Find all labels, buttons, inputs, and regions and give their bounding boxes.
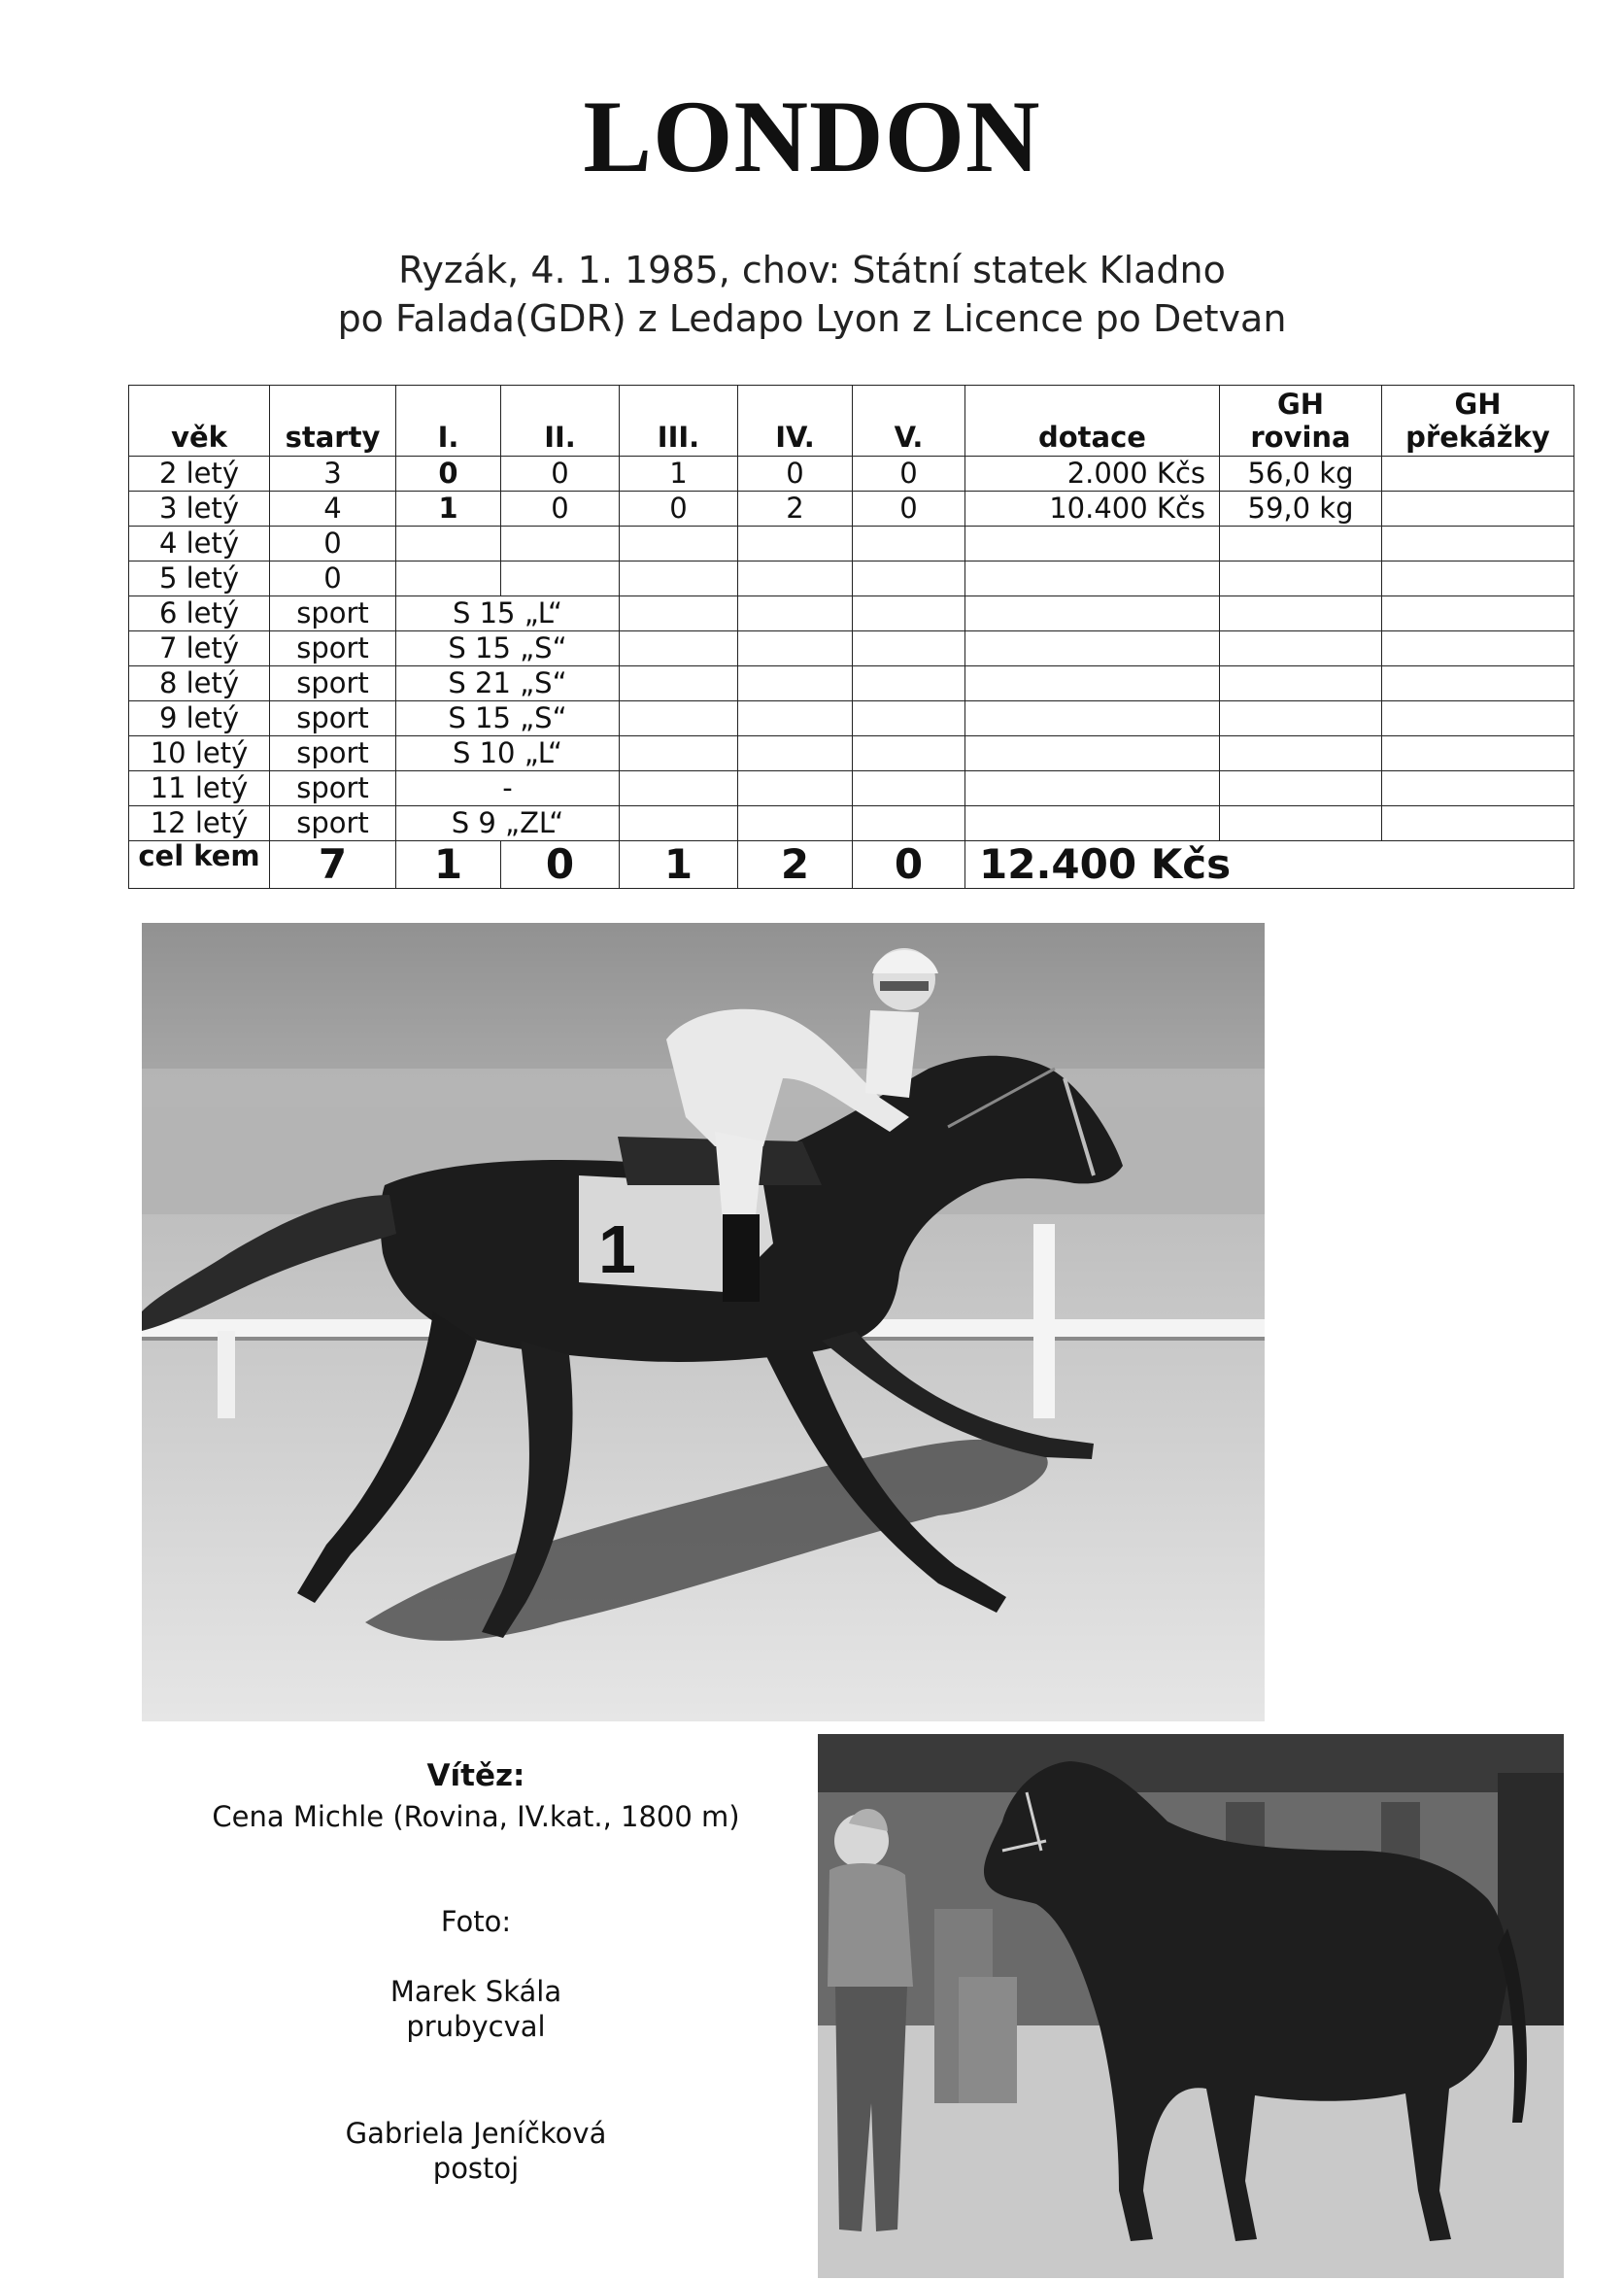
horse-description: Ryzák, 4. 1. 1985, chov: Státní statek Kladno [398, 249, 1226, 291]
total-third: 1 [620, 841, 738, 889]
cell-fifth: 0 [853, 492, 965, 527]
winner-race: Cena Michle (Rovina, IV.kat., 1800 m) [212, 1800, 740, 1833]
table-row [129, 561, 1574, 596]
table-row [129, 666, 1574, 701]
total-second: 0 [501, 841, 620, 889]
cell-prize: 10.400 Kčs [965, 492, 1220, 527]
racing-photo [142, 923, 1265, 1721]
table-row [129, 806, 1574, 841]
cell-second: 0 [501, 457, 620, 492]
cell-sport-result: S 10 „L“ [396, 736, 620, 771]
table-row [129, 527, 1574, 561]
cell-age: 7 letý [129, 631, 270, 666]
cell-fourth: 0 [738, 457, 853, 492]
col-header-prize: dotace [965, 386, 1220, 457]
table-row [129, 457, 1574, 492]
table-total-row [129, 841, 1574, 889]
col-header-first: I. [396, 386, 501, 457]
cell-starts: sport [270, 701, 396, 736]
racing-horse-image [142, 923, 1265, 1721]
total-first: 1 [396, 841, 501, 889]
cell-first: 1 [396, 492, 501, 527]
cell-sport-result: S 15 „S“ [396, 631, 620, 666]
cell-starts: 0 [270, 527, 396, 561]
cell-third: 1 [620, 457, 738, 492]
table-row [129, 596, 1574, 631]
col-header-second: II. [501, 386, 620, 457]
horse-pedigree: po Falada(GDR) z Ledapo Lyon z Licence po Detvan [337, 297, 1287, 340]
table-row [129, 631, 1574, 666]
cell-starts: sport [270, 666, 396, 701]
cell-age: 10 letý [129, 736, 270, 771]
photographer-2-role: postoj [432, 2152, 520, 2185]
page-title: LONDON [583, 80, 1041, 193]
photographer-1-role: prubycval [406, 2010, 546, 2043]
total-starts: 7 [270, 841, 396, 889]
total-fourth: 2 [738, 841, 853, 889]
cell-first: 0 [396, 457, 501, 492]
cell-starts: sport [270, 806, 396, 841]
cell-sport-result: - [396, 771, 620, 806]
standing-photo [818, 1734, 1564, 2278]
table-header-row [129, 386, 1574, 457]
cell-age: 11 letý [129, 771, 270, 806]
cell-fifth: 0 [853, 457, 965, 492]
col-header-fifth: V. [853, 386, 965, 457]
cell-starts: sport [270, 596, 396, 631]
photographer-1: Marek Skála [389, 1975, 562, 2008]
cell-sport-result: S 15 „S“ [396, 701, 620, 736]
cell-fourth: 2 [738, 492, 853, 527]
col-header-starts: starty [270, 386, 396, 457]
cell-sport-result: S 21 „S“ [396, 666, 620, 701]
cell-sport-result: S 15 „L“ [396, 596, 620, 631]
cell-age: 6 letý [129, 596, 270, 631]
table-row [129, 771, 1574, 806]
cell-age: 8 letý [129, 666, 270, 701]
cell-starts: 0 [270, 561, 396, 596]
race-record-table [128, 385, 1574, 889]
cell-third: 0 [620, 492, 738, 527]
cell-gh-hurdle [1382, 457, 1574, 492]
cell-starts: 3 [270, 457, 396, 492]
cell-gh-flat: 59,0 kg [1220, 492, 1382, 527]
col-header-gh-flat: GH rovina [1220, 386, 1382, 457]
total-label: cel kem [129, 841, 270, 889]
col-header-fourth: IV. [738, 386, 853, 457]
table-row [129, 492, 1574, 527]
cell-sport-result: S 9 „ZL“ [396, 806, 620, 841]
cell-starts: sport [270, 736, 396, 771]
cell-gh-hurdle [1382, 492, 1574, 527]
cell-age: 5 letý [129, 561, 270, 596]
photo-credit-label: Foto: [440, 1905, 512, 1938]
cell-age: 9 letý [129, 701, 270, 736]
cell-starts: 4 [270, 492, 396, 527]
cell-age: 2 letý [129, 457, 270, 492]
cell-age: 3 letý [129, 492, 270, 527]
winner-label: Vítěz: [426, 1758, 525, 1793]
col-header-gh-hurdle: GH překážky [1382, 386, 1574, 457]
cell-starts: sport [270, 631, 396, 666]
cell-prize: 2.000 Kčs [965, 457, 1220, 492]
table-row [129, 736, 1574, 771]
saddle-number: 1 [598, 1211, 636, 1287]
table-row [129, 701, 1574, 736]
cell-age: 12 letý [129, 806, 270, 841]
total-fifth: 0 [853, 841, 965, 889]
cell-second: 0 [501, 492, 620, 527]
total-prize: 12.400 Kčs [965, 841, 1574, 889]
cell-starts: sport [270, 771, 396, 806]
standing-horse-image [818, 1734, 1564, 2278]
col-header-age: věk [129, 386, 270, 457]
cell-age: 4 letý [129, 527, 270, 561]
cell-gh-flat: 56,0 kg [1220, 457, 1382, 492]
photographer-2: Gabriela Jeníčková [345, 2117, 607, 2150]
col-header-third: III. [620, 386, 738, 457]
